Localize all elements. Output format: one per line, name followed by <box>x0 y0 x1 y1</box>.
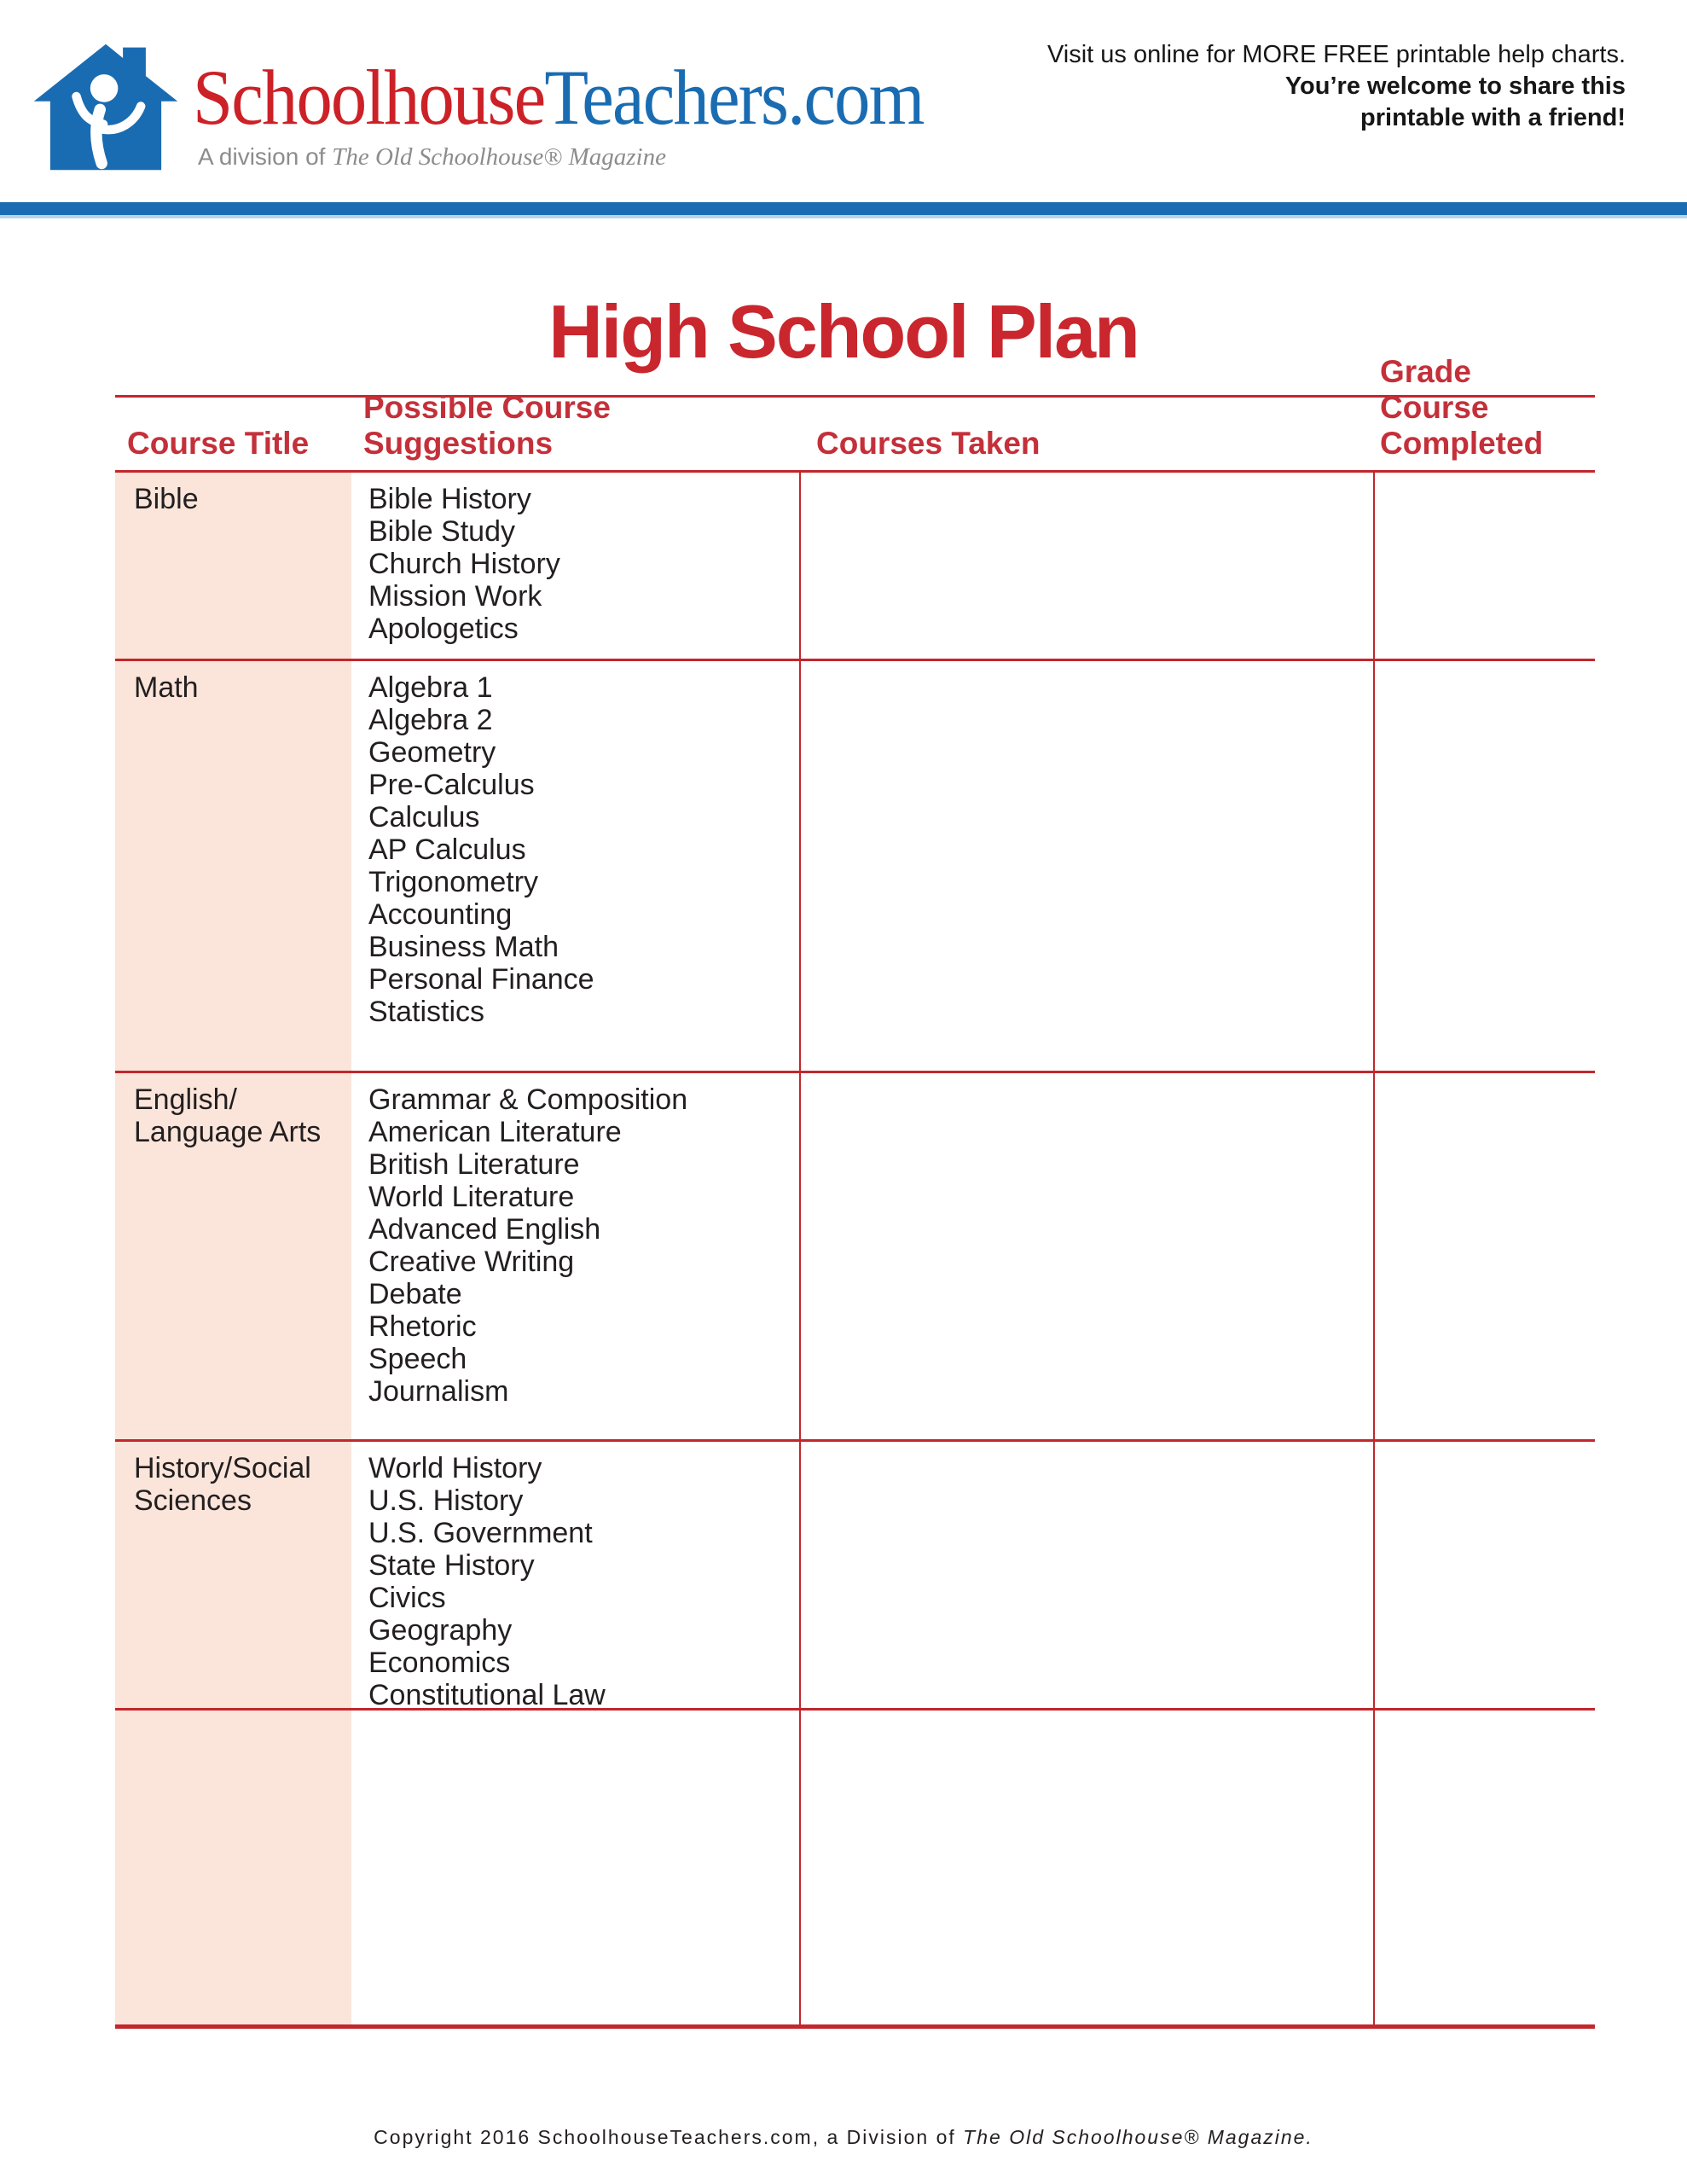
suggestion-item: Creative Writing <box>368 1246 575 1278</box>
course-title-cell <box>115 1711 351 2024</box>
tagline-prefix: A division of <box>198 143 333 170</box>
course-title-cell <box>115 1073 351 1439</box>
course-title-text: Math <box>134 671 199 704</box>
course-title-text: Language Arts <box>134 1116 322 1148</box>
suggestion-item: American Literature <box>368 1116 622 1148</box>
suggestion-item: Journalism <box>368 1375 509 1408</box>
suggestion-item: AP Calculus <box>368 834 526 866</box>
suggestion-item: Accounting <box>368 898 513 931</box>
course-title-cell <box>115 661 351 1071</box>
column-header-suggestions: Possible Course Suggestions <box>363 390 611 461</box>
suggestion-item: Algebra 2 <box>368 704 493 736</box>
promo-line-1: Visit us online for MORE FREE printable help charts. <box>1046 41 1626 68</box>
table-row <box>115 1073 1595 1442</box>
table-row <box>115 1442 1595 1711</box>
promo-line-2: You’re welcome to share this <box>1284 73 1626 100</box>
courses-taken-cell <box>799 473 1373 659</box>
suggestion-item: British Literature <box>368 1148 580 1181</box>
suggestion-item: Business Math <box>368 931 559 963</box>
suggestion-item: Speech <box>368 1343 467 1375</box>
table-header-row <box>115 354 1595 473</box>
suggestion-item: U.S. Government <box>368 1517 593 1549</box>
course-title-text: History/Social <box>134 1452 311 1484</box>
grade-completed-cell <box>1373 661 1595 1071</box>
suggestions-cell <box>351 473 799 659</box>
suggestion-item: Civics <box>368 1582 446 1614</box>
suggestion-item: Church History <box>368 548 560 580</box>
suggestions-cell <box>351 1711 799 2024</box>
suggestion-item: Statistics <box>368 996 485 1028</box>
courses-taken-cell <box>799 1711 1373 2024</box>
column-header-course-title: Course Title <box>127 426 310 461</box>
brand-schoolhouse: Schoolhouse <box>193 54 545 141</box>
table-body <box>115 473 1595 2029</box>
copyright-prefix: Copyright 2016 SchoolhouseTeachers.com, a Division of <box>374 2126 964 2148</box>
suggestion-item: World Literature <box>368 1181 575 1213</box>
header-divider-bar <box>0 202 1687 215</box>
grade-completed-cell <box>1373 1442 1595 1708</box>
suggestion-item: Trigonometry <box>368 866 539 898</box>
brand-tagline <box>198 143 666 171</box>
header-divider-shadow <box>0 215 1687 218</box>
suggestion-item: Advanced English <box>368 1213 601 1246</box>
table-row <box>115 1711 1595 2029</box>
suggestion-item: Personal Finance <box>368 963 594 996</box>
grade-completed-cell <box>1373 1073 1595 1439</box>
column-header-grade-completed: Grade Course Completed <box>1380 354 1544 461</box>
suggestion-item: Calculus <box>368 801 480 834</box>
suggestion-item: Economics <box>368 1647 511 1679</box>
courses-taken-cell <box>799 1073 1373 1439</box>
suggestion-item: Constitutional Law <box>368 1679 606 1708</box>
course-title-cell <box>115 1442 351 1708</box>
schoolhouse-logo-icon <box>24 39 188 174</box>
suggestion-item: Mission Work <box>368 580 542 613</box>
course-title-cell <box>115 473 351 659</box>
suggestion-item: Pre-Calculus <box>368 769 535 801</box>
promo-text <box>1047 39 1626 134</box>
suggestion-item: Bible Study <box>368 515 515 548</box>
table-row <box>115 661 1595 1073</box>
courses-taken-cell <box>799 661 1373 1071</box>
suggestion-item: Geometry <box>368 736 496 769</box>
brand-wordmark <box>193 54 924 141</box>
course-title-text: English/ <box>134 1083 237 1116</box>
brand-teachers: Teachers.com <box>544 54 924 141</box>
column-header-courses-taken: Courses Taken <box>816 426 1041 461</box>
suggestions-cell <box>351 1442 799 1708</box>
suggestion-item: Apologetics <box>368 613 519 645</box>
grade-completed-cell <box>1373 473 1595 659</box>
suggestion-item: World History <box>368 1452 542 1484</box>
suggestion-item: Geography <box>368 1614 513 1647</box>
high-school-plan-table <box>115 354 1595 2029</box>
suggestion-item: Bible History <box>368 483 531 515</box>
suggestion-item: Grammar & Composition <box>368 1083 688 1116</box>
suggestion-item: State History <box>368 1549 535 1582</box>
copyright-magazine: The Old Schoolhouse® Magazine. <box>963 2126 1313 2148</box>
suggestion-item: Debate <box>368 1278 462 1310</box>
suggestion-item: Rhetoric <box>368 1310 477 1343</box>
copyright-footer <box>0 2126 1687 2149</box>
suggestions-cell <box>351 1073 799 1439</box>
suggestion-item: U.S. History <box>368 1484 524 1517</box>
suggestions-cell <box>351 661 799 1071</box>
grade-completed-cell <box>1373 1711 1595 2024</box>
course-title-text: Sciences <box>134 1484 252 1517</box>
suggestion-item: Algebra 1 <box>368 671 493 704</box>
page-title: High School Plan <box>548 289 1139 374</box>
tagline-magazine: The Old Schoolhouse® Magazine <box>332 143 666 171</box>
table-row <box>115 473 1595 661</box>
promo-line-3: printable with a friend! <box>1360 104 1626 131</box>
courses-taken-cell <box>799 1442 1373 1708</box>
course-title-text: Bible <box>134 483 199 515</box>
